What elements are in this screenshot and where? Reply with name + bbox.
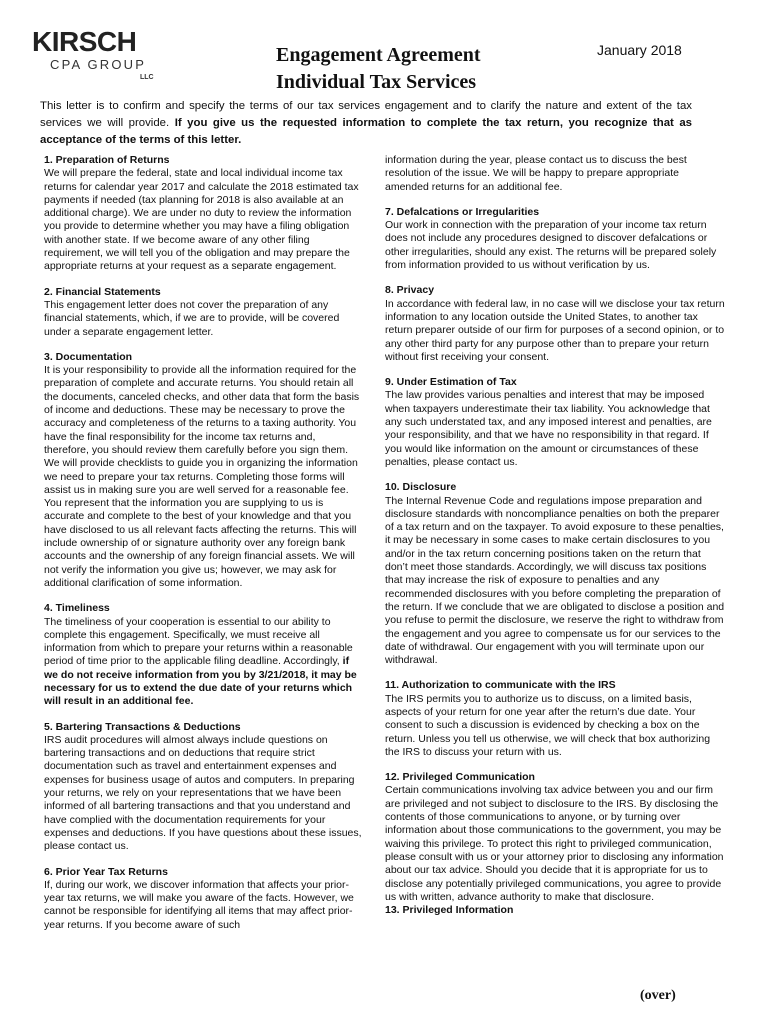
section-documentation	[44, 351, 362, 590]
section-body: information during the year, please contact us to discuss the best resolution of the issue. We will be happy to prepare appropriate amended returns for an additional fee.	[385, 154, 687, 193]
section-title: 1. Preparation of Returns	[44, 154, 170, 166]
section-title: 6. Prior Year Tax Returns	[44, 865, 168, 878]
section-privileged-communication	[385, 771, 725, 917]
section-title: 2. Financial Statements	[44, 285, 161, 298]
section-title: 11. Authorization to communicate with the IRS	[385, 679, 616, 692]
section-body: The law provides various penalties and interest that may be imposed when taxpayers underestimate their tax liability. You acknowledge that any such understated tax, and any imposed interest and penalties, are your responsibility, and that we have no responsibility in that regard. If you would like information on the amount or circumstances of these penalties, please contact us.	[385, 389, 712, 468]
section-body: Certain communications involving tax advice between you and our firm are privileged and not subject to disclosure to the IRS. By disclosing the contents of those communications to anyone, or by turning over information about those communications to the government, you may be waiving this privilege. To protect this right to privileged communication, please consult with us or your attorney prior to disclosing any information about our tax advice. Should you decide that it is appropriate for us to disclose any potentially privileged communications, you agree to provide us with written, advance authority to make that disclosure.	[385, 784, 724, 903]
section-privacy	[385, 284, 725, 364]
section-preparation-of-returns	[44, 154, 362, 274]
section-body: Our work in connection with the preparation of your income tax return does not include any procedures designed to discover defalcations or other irregularities, should any exist. The returns will be prepared solely from information provided to us without verification by us.	[385, 219, 717, 272]
section-body: In accordance with federal law, in no case will we disclose your tax return information to any location outside the United States, to another tax return preparer outside of our firm for purposes of a second opinion, or to any other third party for any purpose other than to prepare your return without first receiving your consent.	[385, 297, 725, 363]
section-under-estimation	[385, 376, 725, 469]
section-title: 12. Privileged Communication	[385, 771, 535, 784]
section-body: IRS audit procedures will almost always include questions on bartering transactions and on deductions that require strict documentation such as travel and entertainment expenses and expenses for business usage of autos and computers. In preparing your returns, we rely on your representations that we have been informed of all bartering transactions and that you understand and have complied with the documentation requirements for your expenses and deductions. If you have questions about these issues, please contact us.	[44, 733, 362, 853]
section-body: We will provide checklists to guide you in organizing the information we need to prepare your tax returns. Completing those forms will assist us in making sure you are well served for a reasonable fee. You represent that the information you are supplying to us is accurate and complete to the best of your knowledge and that you have disclosed to us all relevant facts affecting the returns. This will include ownership of or signature authority over any foreign bank accounts and the ownership of any foreign financial assets. We will not verify the information you give us; however, we may ask for additional clarification of some information.	[44, 457, 358, 589]
document-date: January 2018	[597, 42, 682, 58]
kirsch-logo	[32, 28, 162, 88]
intro-bold-text: If you give us the requested information to complete the tax return, you recognize that as acceptance of the terms of this letter.	[40, 116, 692, 146]
right-column	[385, 154, 725, 917]
section-body: It is your responsibility to provide all the information required for the preparation of complete and accurate returns. You should retain all the documents, canceled checks, and other data that form the basis of income and deductions. These may be necessary to prove the accuracy and completeness of the returns to a taxing authority. You have the final responsibility for the income tax returns and, therefore, you should review them carefully before you sign them.	[44, 364, 360, 456]
title-line-1: Engagement Agreement	[276, 44, 481, 66]
title-line-2: Individual Tax Services	[276, 71, 477, 93]
section-timeliness	[44, 602, 362, 708]
over-page-indicator: (over)	[640, 988, 676, 1003]
section-body: The IRS permits you to authorize us to discuss, on a limited basis, aspects of your return for one year after the return’s due date. Your consent to such a discussion is evidenced by checking a box on the return. Unless you tell us otherwise, we will check that box authorizing the IRS to discuss your return with us.	[385, 692, 711, 758]
section-prior-year-continued	[385, 154, 725, 194]
left-column	[44, 154, 362, 932]
section-financial-statements	[44, 286, 362, 339]
section-title: 9. Under Estimation of Tax	[385, 376, 517, 389]
intro-text: This letter is to confirm and specify the terms of our tax services engagement and to clarify the nature and extent of the tax services we will provide.	[40, 100, 692, 129]
section-title: 5. Bartering Transactions & Deductions	[44, 720, 241, 733]
intro-paragraph	[40, 98, 692, 148]
section-defalcations	[385, 206, 725, 272]
logo-sub-text: CPA GROUP	[50, 57, 147, 72]
section-title: 10. Disclosure	[385, 481, 457, 494]
section-bartering	[44, 721, 362, 854]
section-disclosure	[385, 481, 725, 667]
section-title: 8. Privacy	[385, 284, 435, 297]
timeliness-text: The timeliness of your cooperation is essential to our ability to complete this engagement. Specifically, we must receive all information from which to prepare your returns within a reasonable period of time prior to the applicable filing deadline. Accordingly,	[44, 615, 353, 668]
section-title: 3. Documentation	[44, 350, 133, 363]
document-title	[276, 42, 516, 96]
section-irs-authorization	[385, 679, 725, 759]
section-title: 4. Timeliness	[44, 602, 110, 615]
logo-llc-text: LLC	[140, 74, 154, 81]
section-prior-year-returns	[44, 866, 362, 932]
section-body: This engagement letter does not cover the preparation of any financial statements, which, if we are to provide, will be covered under a separate engagement letter.	[44, 298, 340, 338]
timeliness-bold-text: if we do not receive information from you by 3/21/2018, it may be necessary for us to extend the due date of your returns which will result in an additional fee.	[44, 655, 357, 708]
section-title: 7. Defalcations or Irregularities	[385, 205, 540, 218]
section-body: If, during our work, we discover information that affects your prior-year tax returns, we will make you aware of the facts. However, we cannot be responsible for identifying all items that may affect prior-year returns. If you become aware of such	[44, 878, 354, 931]
section-title-privileged-information: 13. Privileged Information	[385, 904, 514, 917]
logo-main-text: KIRSCH	[32, 26, 137, 57]
section-body: The Internal Revenue Code and regulations impose preparation and disclosure standards with noncompliance penalties on both the preparer of a tax return and on the taxpayer. To avoid exposure to these penalties, it may be necessary in some cases to make certain disclosures to you and/or in the tax return concerning positions taken on the return that don’t meet those standards. Accordingly, we will discuss tax positions that may increase the risk of exposure to penalties and any recommended disclosures with you before completing the preparation of the return. If we conclude that we are obligated to disclose a position and you refuse to permit the disclosure, we reserve the right to withdraw from the engagement and you agree to compensate us for our services to the date of withdrawal. Our engagement with you will terminate upon our withdrawal.	[385, 494, 725, 667]
section-body	[44, 616, 362, 709]
section-body: We will prepare the federal, state and local individual income tax returns for calendar year 2017 and calculate the 2018 estimated tax payments if needed (tax planning for 2018 is also available at an additional charge). We are under no duty to review the information you provide to determine whether you may have a filing obligation with another state. If we become aware of any other filing requirement, we will tell you of the obligation and may prepare the appropriate returns at your request as a separate engagement.	[44, 167, 359, 273]
